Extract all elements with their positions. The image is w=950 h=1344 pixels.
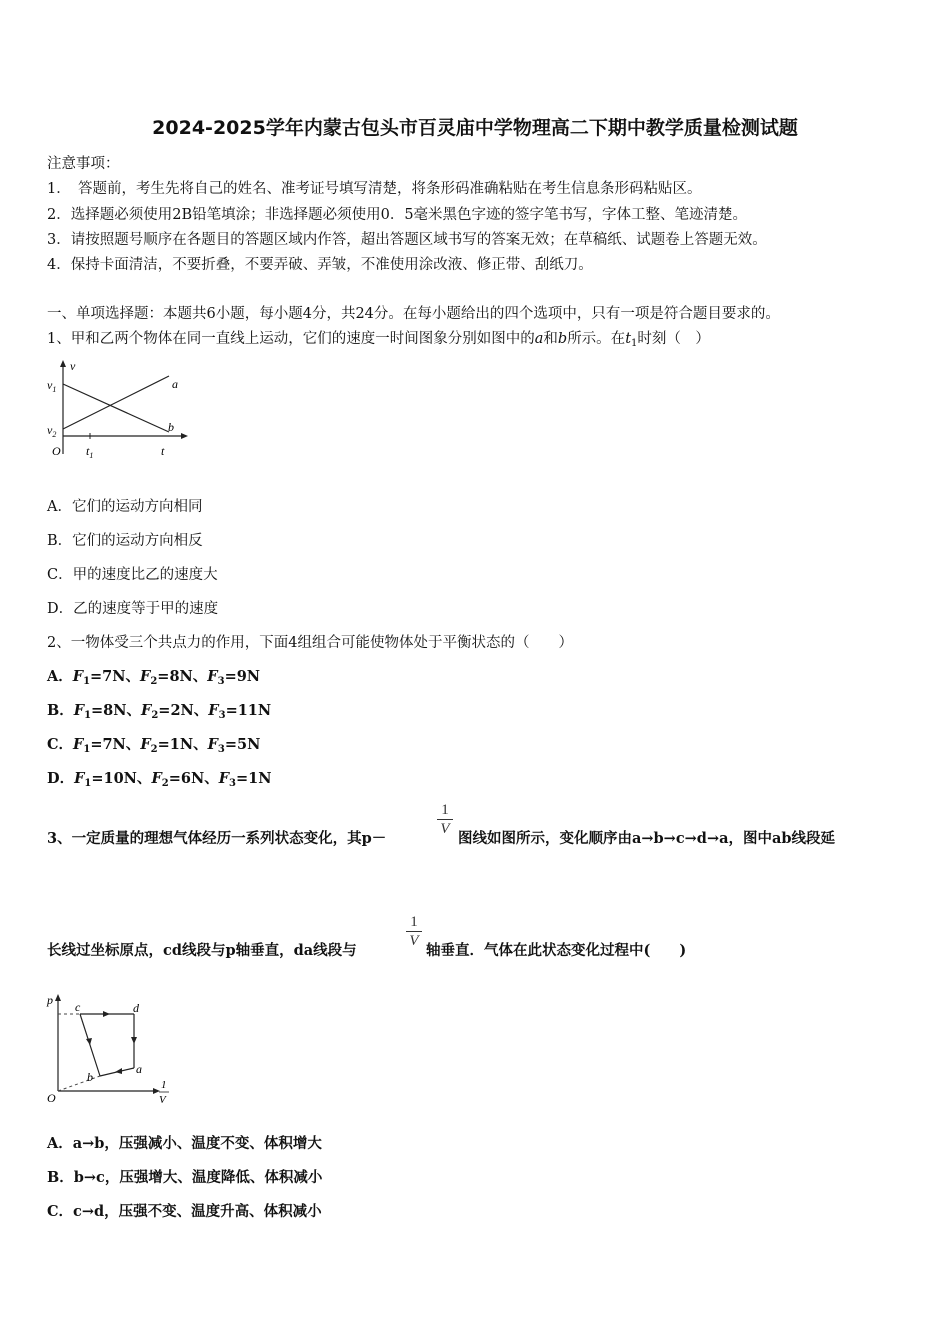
- q3-dash-ab: [58, 1076, 100, 1091]
- q3-fraction-1: 1 V: [437, 802, 453, 837]
- q3-label-x-num: 1: [161, 1079, 167, 1091]
- q1-vt-graph: [44, 358, 194, 464]
- notice-heading: 注意事项：: [47, 156, 120, 172]
- q2-option-a: A．$F_1=7N$、$F_2=8N$、$F_3=9N$: [47, 668, 261, 687]
- q2-option-b: B．$F_1=8N$、$F_2=2N$、$F_3=11N$: [47, 702, 272, 721]
- q1-label-v: v: [70, 359, 76, 373]
- q3-arrow-cd: [103, 1011, 110, 1017]
- q1-label-v2: $v_2$: [47, 423, 57, 439]
- q3-option-b: B．b→c，压强增大、温度降低、体积减小: [47, 1169, 323, 1186]
- q3-fraction-2: 1 V: [406, 914, 422, 949]
- q3-pv-graph: [44, 990, 184, 1108]
- q1-v-axis-arrow: [60, 360, 66, 367]
- q3-label-b: b: [87, 1070, 93, 1084]
- q3-label-p: p: [47, 993, 53, 1007]
- q3-p-axis-arrow: [55, 994, 61, 1001]
- q1-label-b: b: [168, 420, 174, 434]
- q2-option-c: C．$F_1=7N$、$F_2=1N$、$F_3=5N$: [47, 736, 261, 755]
- q3-arrow-da: [131, 1037, 137, 1044]
- q1-line-b: [63, 384, 169, 432]
- q3-option-c: C．c→d，压强不变、温度升高、体积减小: [47, 1203, 322, 1220]
- q1-option-d: D．乙的速度等于甲的速度: [47, 601, 219, 617]
- q1-line-a: [63, 376, 169, 429]
- q3-arrow-ab: [115, 1068, 122, 1074]
- q1-option-c: C．甲的速度比乙的速度大: [47, 567, 218, 583]
- q1-label-a: a: [172, 377, 178, 391]
- notice-item-3: 3．请按照题号顺序在各题目的答题区域内作答，超出答题区域书写的答案无效；在草稿纸、试题卷上答题无效。: [47, 232, 767, 248]
- q3-line-1-left: 3、一定质量的理想气体经历一系列状态变化，其p－: [47, 830, 387, 847]
- notice-item-2: 2．选择题必须使用2B铅笔填涂；非选择题必须使用0．5毫米黑色字迹的签字笔书写，字体工整、笔迹清楚。: [47, 207, 748, 223]
- q3-line-2-left: 长线过坐标原点，cd线段与p轴垂直，da线段与: [47, 942, 357, 959]
- notice-item-4: 4．保持卡面清洁，不要折叠，不要弄破、弄皱，不准使用涂改液、修正带、刮纸刀。: [47, 257, 593, 273]
- q3-option-a: A．a→b，压强减小、温度不变、体积增大: [47, 1135, 322, 1152]
- q1-option-a: A．它们的运动方向相同: [47, 499, 203, 515]
- page-title: 2024-2025学年内蒙古包头市百灵庙中学物理高二下期中教学质量检测试题: [152, 117, 798, 139]
- q3-arrow-bc: [86, 1038, 92, 1045]
- q3-label-a: a: [136, 1062, 142, 1076]
- q1-t-axis-arrow: [181, 433, 188, 439]
- q3-label-c: c: [75, 1000, 81, 1014]
- section-heading: 一、单项选择题：本题共6小题，每小题4分，共24分。在每小题给出的四个选项中，只有一项是符合题目要求的。: [47, 306, 780, 322]
- q1-stem: 1、甲和乙两个物体在同一直线上运动，它们的速度一时间图象分别如图中的a和b所示。在$t_1$时刻（ ）: [47, 331, 710, 349]
- q2-option-d: D．$F_1=10N$、$F_2=6N$、$F_3=1N$: [47, 770, 272, 789]
- q1-label-v1: $v_1$: [47, 378, 57, 394]
- q3-label-x-den: V: [159, 1094, 166, 1106]
- q1-option-b: B．它们的运动方向相反: [47, 533, 203, 549]
- q1-label-origin: O: [52, 444, 61, 458]
- q2-stem: 2、一物体受三个共点力的作用，下面4组组合可能使物体处于平衡状态的（ ）: [47, 635, 573, 651]
- notice-item-1: 1． 答题前，考生先将自己的姓名、准考证号填写清楚，将条形码准确粘贴在考生信息条形码粘贴区。: [47, 181, 702, 197]
- q3-label-d: d: [133, 1001, 139, 1015]
- q1-label-t: t: [161, 444, 165, 458]
- q3-label-origin: O: [47, 1091, 56, 1105]
- q3-line-1-right: 图线如图所示，变化顺序由a→b→c→d→a，图中ab线段延: [458, 830, 836, 847]
- q3-line-2-right: 轴垂直．气体在此状态变化过程中( ): [426, 942, 687, 959]
- q1-label-t1: $t_1$: [86, 444, 94, 460]
